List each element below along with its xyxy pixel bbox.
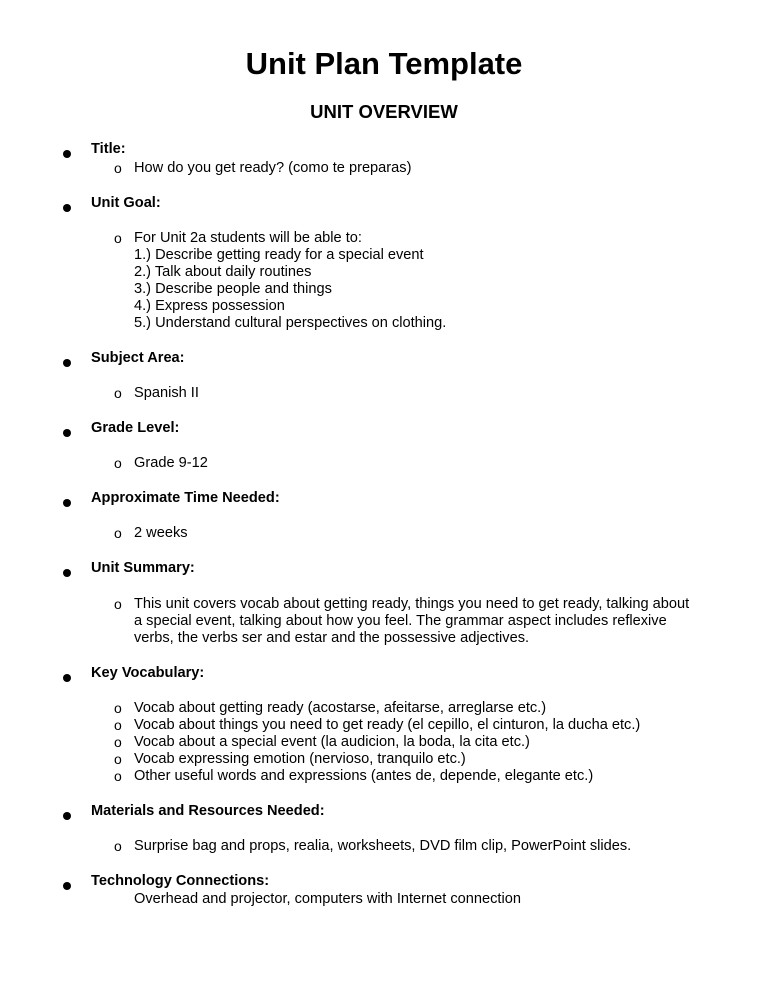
sub-bullet-icon: o (114, 717, 122, 733)
unit-goal-line: For Unit 2a students will be able to: (134, 230, 362, 246)
sub-bullet-icon: o (114, 734, 122, 750)
bullet-icon (63, 674, 71, 682)
title-label: Title: (91, 141, 126, 157)
sub-bullet-icon: o (114, 838, 122, 854)
unit-goal-line: 4.) Express possession (134, 298, 285, 314)
unit-summary-line: verbs, the verbs ser and estar and the possessive adjectives. (134, 630, 530, 646)
grade-level-value: Grade 9-12 (134, 455, 208, 471)
unit-goal-line: 2.) Talk about daily routines (134, 264, 312, 280)
bullet-icon (63, 569, 71, 577)
grade-level-label: Grade Level: (91, 420, 180, 436)
vocab-item: Vocab about things you need to get ready (el cepillo, el cinturon, la ducha etc.) (134, 717, 641, 733)
unit-goal-label: Unit Goal: (91, 195, 161, 211)
unit-goal-line: 1.) Describe getting ready for a special event (134, 247, 424, 263)
bullet-icon (63, 429, 71, 437)
bullet-icon (63, 499, 71, 507)
sub-bullet-icon: o (114, 525, 122, 541)
bullet-icon (63, 359, 71, 367)
vocab-item: Other useful words and expressions (antes de, depende, elegante etc.) (134, 768, 594, 784)
vocab-item: Vocab expressing emotion (nervioso, tranquilo etc.) (134, 751, 466, 767)
materials-label: Materials and Resources Needed: (91, 803, 325, 819)
sub-bullet-icon: o (114, 385, 122, 401)
sub-bullet-icon: o (114, 596, 122, 612)
bullet-icon (63, 204, 71, 212)
technology-label: Technology Connections: (91, 873, 270, 889)
vocab-item: Vocab about getting ready (acostarse, afeitarse, arreglarse etc.) (134, 700, 547, 716)
sub-bullet-icon: o (114, 160, 122, 176)
time-needed-label: Approximate Time Needed: (91, 490, 280, 506)
unit-summary-label: Unit Summary: (91, 560, 195, 576)
sub-bullet-icon: o (114, 751, 122, 767)
bullet-icon (63, 150, 71, 158)
vocab-item: Vocab about a special event (la audicion, la boda, la cita etc.) (134, 734, 530, 750)
subject-area-label: Subject Area: (91, 350, 185, 366)
sub-bullet-icon: o (114, 700, 122, 716)
sub-bullet-icon: o (114, 455, 122, 471)
subject-area-value: Spanish II (134, 385, 199, 401)
unit-summary-line: a special event, talking about how you feel. The grammar aspect includes reflexive (134, 613, 667, 629)
unit-goal-line: 3.) Describe people and things (134, 281, 332, 297)
title-value: How do you get ready? (como te preparas) (134, 160, 412, 176)
sub-bullet-icon: o (114, 768, 122, 784)
unit-goal-line: 5.) Understand cultural perspectives on clothing. (134, 315, 447, 331)
technology-value: Overhead and projector, computers with Internet connection (134, 891, 521, 907)
page-title: Unit Plan Template (245, 46, 523, 81)
unit-summary-line: This unit covers vocab about getting ready, things you need to get ready, talking about (134, 596, 690, 612)
section-heading: UNIT OVERVIEW (310, 101, 458, 122)
key-vocabulary-label: Key Vocabulary: (91, 665, 205, 681)
time-needed-value: 2 weeks (134, 525, 188, 541)
bullet-icon (63, 882, 71, 890)
bullet-icon (63, 812, 71, 820)
sub-bullet-icon: o (114, 230, 122, 246)
materials-value: Surprise bag and props, realia, worksheets, DVD film clip, PowerPoint slides. (134, 838, 632, 854)
